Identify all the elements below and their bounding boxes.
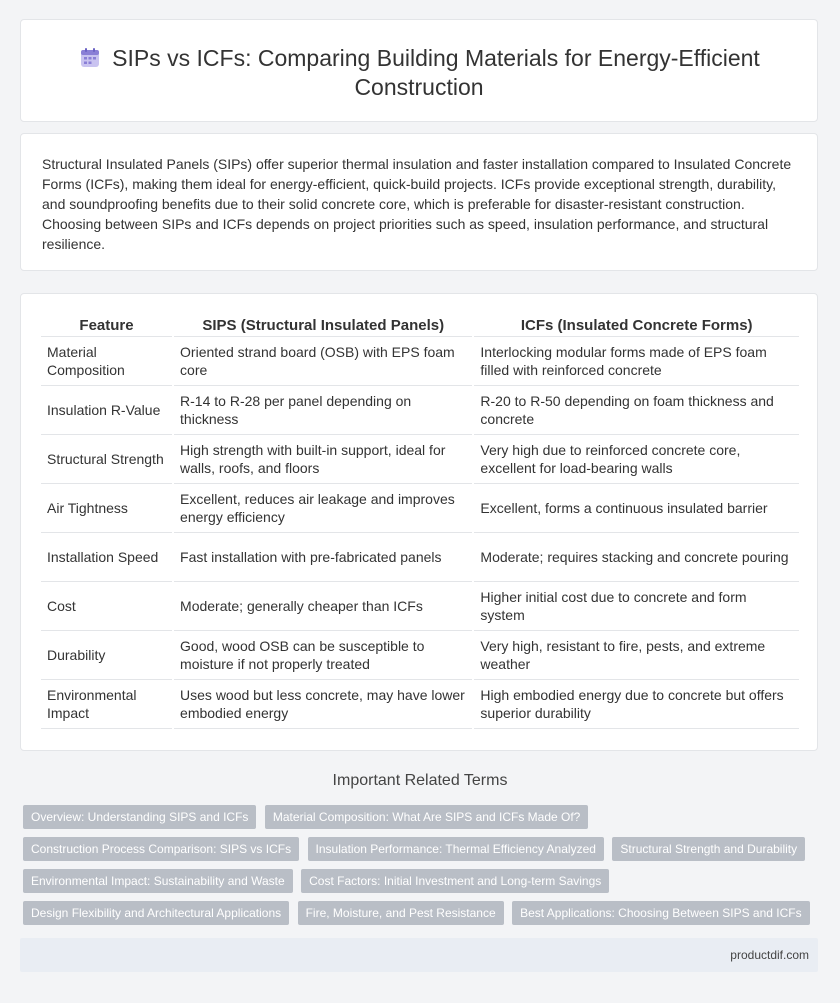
related-term-tag[interactable]: Environmental Impact: Sustainability and Waste — [23, 869, 293, 893]
related-terms-heading: Important Related Terms — [332, 772, 508, 789]
table-row — [41, 337, 799, 386]
table-row — [41, 386, 799, 435]
table-row — [41, 435, 799, 484]
related-term-tag[interactable]: Design Flexibility and Architectural Applications — [23, 901, 289, 925]
table-row — [41, 680, 799, 729]
table-row — [41, 582, 799, 631]
related-term-tag[interactable]: Material Composition: What Are SIPS and ICFs Made Of? — [265, 805, 588, 829]
header-icfs: ICFs (Insulated Concrete Forms) — [473, 314, 799, 337]
feature-cell: Installation Speed — [41, 533, 173, 582]
related-term-tag[interactable]: Best Applications: Choosing Between SIPS and ICFs — [512, 901, 810, 925]
header-feature: Feature — [41, 314, 173, 337]
icfs-cell: R-20 to R-50 depending on foam thickness and concrete — [473, 386, 799, 435]
footer-bar — [20, 938, 818, 972]
icfs-cell: Excellent, forms a continuous insulated barrier — [473, 484, 799, 533]
title-card — [20, 19, 818, 122]
calendar-icon — [78, 46, 102, 70]
feature-cell: Air Tightness — [41, 484, 173, 533]
related-term-tag[interactable]: Overview: Understanding SIPS and ICFs — [23, 805, 256, 829]
table-row — [41, 533, 799, 582]
icfs-cell: Very high due to reinforced concrete core, excellent for load-bearing walls — [473, 435, 799, 484]
related-term-tag[interactable]: Cost Factors: Initial Investment and Long-term Savings — [301, 869, 609, 893]
related-terms-list — [23, 805, 823, 933]
sips-cell: High strength with built-in support, ideal for walls, roofs, and floors — [173, 435, 473, 484]
tag-row — [23, 805, 823, 837]
tag-row — [23, 869, 823, 901]
sips-cell: Good, wood OSB can be susceptible to moisture if not properly treated — [173, 631, 473, 680]
feature-cell: Environmental Impact — [41, 680, 173, 729]
table-row — [41, 631, 799, 680]
related-term-tag[interactable]: Construction Process Comparison: SIPS vs ICFs — [23, 837, 299, 861]
header-sips: SIPS (Structural Insulated Panels) — [173, 314, 473, 337]
intro-card — [20, 133, 818, 271]
tag-row — [23, 837, 823, 869]
intro-paragraph: Structural Insulated Panels (SIPs) offer superior thermal insulation and faster installation compared to Insulated Concrete Forms (ICFs), making them ideal for energy-efficient, quick-build projects. ICFs provide exceptional strength, durability, and soundproofing benefits due to their solid concrete core, which is preferable for disaster-resistant construction. Choosing between SIPs and ICFs depends on project priorities such as speed, insulation performance, and structural resilience. — [42, 156, 792, 252]
table-header-row — [41, 314, 799, 337]
table-row — [41, 484, 799, 533]
comparison-card — [20, 293, 818, 751]
icfs-cell: Interlocking modular forms made of EPS foam filled with reinforced concrete — [473, 337, 799, 386]
page-title-text: SIPs vs ICFs: Comparing Building Materials for Energy-Efficient Construction — [112, 45, 760, 100]
related-term-tag[interactable]: Fire, Moisture, and Pest Resistance — [298, 901, 504, 925]
icfs-cell: Moderate; requires stacking and concrete pouring — [473, 533, 799, 582]
sips-cell: Moderate; generally cheaper than ICFs — [173, 582, 473, 631]
feature-cell: Durability — [41, 631, 173, 680]
related-term-tag[interactable]: Structural Strength and Durability — [612, 837, 805, 861]
feature-cell: Insulation R-Value — [41, 386, 173, 435]
icfs-cell: Higher initial cost due to concrete and form system — [473, 582, 799, 631]
comparison-table — [41, 314, 799, 729]
page-title — [21, 44, 817, 102]
sips-cell: Oriented strand board (OSB) with EPS foam core — [173, 337, 473, 386]
sips-cell: R-14 to R-28 per panel depending on thickness — [173, 386, 473, 435]
footer-site-link[interactable]: productdif.com — [730, 948, 809, 962]
icfs-cell: High embodied energy due to concrete but offers superior durability — [473, 680, 799, 729]
feature-cell: Cost — [41, 582, 173, 631]
feature-cell: Material Composition — [41, 337, 173, 386]
sips-cell: Fast installation with pre-fabricated panels — [173, 533, 473, 582]
tag-row — [23, 901, 823, 933]
sips-cell: Excellent, reduces air leakage and improves energy efficiency — [173, 484, 473, 533]
sips-cell: Uses wood but less concrete, may have lower embodied energy — [173, 680, 473, 729]
icfs-cell: Very high, resistant to fire, pests, and extreme weather — [473, 631, 799, 680]
feature-cell: Structural Strength — [41, 435, 173, 484]
related-term-tag[interactable]: Insulation Performance: Thermal Efficiency Analyzed — [308, 837, 604, 861]
